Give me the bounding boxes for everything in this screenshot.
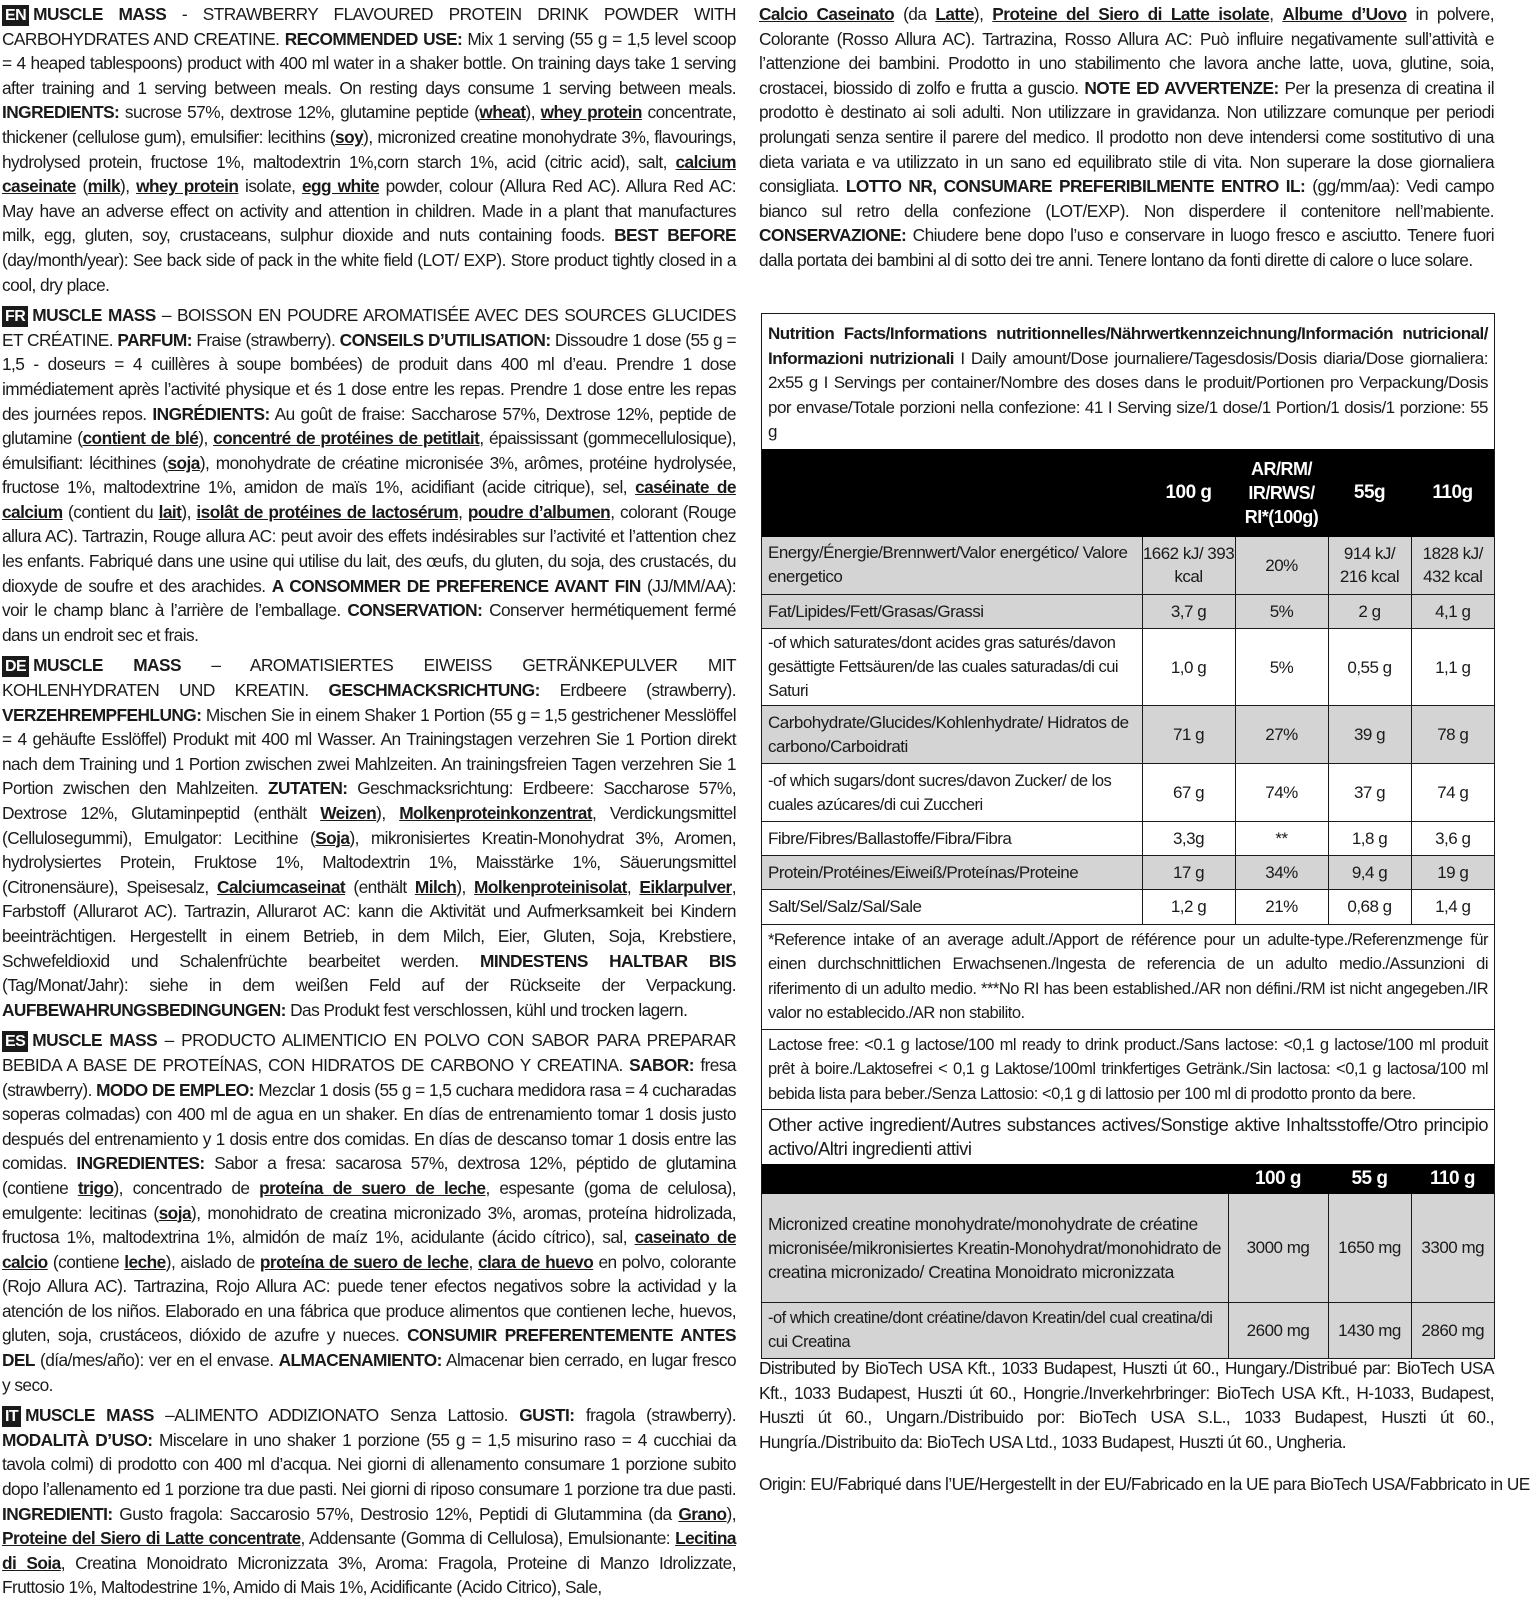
nutrition-facts-table: [761, 313, 1495, 1359]
allergen: whey protein: [136, 176, 239, 197]
lang-badge-fr: FR: [2, 306, 28, 327]
allergen: Molkenproteinkonzentrat: [399, 803, 593, 823]
table-row: Fat/Lipides/Fett/Grasas/Grassi 3,7 g 5% 2 g 4,1 g: [762, 595, 1494, 629]
allergen: poudre d’albumen: [467, 501, 611, 522]
table-row: -of which saturates/dont acides gras saturés/davon gesättigte Fettsäuren/de las cuales saturadas/di cui Saturi 1,0 g 5% 0,55 g 1,1 g: [762, 629, 1494, 706]
col-header: 55g: [1353, 481, 1386, 503]
allergen: caséinate de calcium: [2, 477, 736, 522]
col-header: 110g: [1432, 481, 1473, 503]
allergen: whey protein: [540, 102, 642, 123]
col-header: 55 g: [1328, 1164, 1411, 1194]
right-column: [759, 2, 1494, 278]
nutrition-header-row: [762, 449, 1494, 537]
allergen: Proteine del Siero di Latte concentrate: [2, 1528, 301, 1549]
allergen: Milch: [414, 876, 457, 897]
allergen: Grano: [678, 1503, 727, 1524]
col-header: 110 g: [1411, 1164, 1494, 1194]
allergen: leche: [124, 1251, 166, 1272]
section-it-continued: Calcio Caseinato (da Latte), Proteine del Siero di Latte isolate, Albume d’Uovo in polvere, Colorante (Rosso Allura AC). Tartrazina, Rosso Allura AC: Può influire negativamente sull’attività e l’attenzione dei bambini. Prodotto in uno stabilimento che lavora anche latte, uova, glutine, soia, crostacei, biossido di zolfo e frutta a guscio. NOTE ED AVVERTENZE: Per la presenza di creatina il prodotto è destinato ai soli adulti. Non utilizzare in gravidanza. Non utilizzare comunque per periodi prolungati senza sentire il parere del medico. Il prodotto non deve intendersi come sostitutivo di una dieta variata e va utilizzato in un sano ed equilibrato stile di vita. Non superare la dose giornaliera consigliata. LOTTO NR, CONSUMARE PREFERIBILMENTE ENTRO IL: (gg/mm/aa): Vedi campo bianco sul retro della confezione (LOT/EXP). Non disperdere il contenitore nell’mabiente. CONSERVAZIONE: Chiudere bene dopo l’uso e conservare in luogo fresco e asciutto. Tenere fuori dalla portata dei bambini al di sotto dei tre anni. Tenere lontano da fonti dirette di calore o luce solare.: [759, 4, 1494, 270]
distributor-info: Distributed by BioTech USA Kft., 1033 Budapest, Huszti út 60., Hungary./Distribué par: BioTech USA Kft., 1033 Budapest, Huszti út 60., Hongrie./Inverkehrbringer: BioTech USA Kft., H-1033, Budapest, Huszti út 60., Ungarn./Distribuido por: BioTech USA S.L., 1033 Budapest, Huszti út 60., Hungría./Distribuito da: BioTech USA Ltd., 1033 Budapest, Huszti út 60., Ungheria.: [759, 1358, 1494, 1452]
nutrition-table: [762, 449, 1494, 924]
nutrition-meta: I Daily amount/Dose journaliere/Tagesdosis/Dosis diaria/Dose giornaliera: 2x55 g I Servings per container/Nombre des doses dans le produit/Portionen pro Verpackung/Dosis por envase/Totale porzioni nella confezione: 41 I Serving size/1 dose/1 Portion/1 dosis/1 porzione: 55 g: [768, 348, 1488, 441]
lang-badge-en: EN: [2, 5, 29, 26]
allergen: calcium caseinate: [2, 151, 736, 197]
table-row: -of which creatine/dont créatine/davon Kreatin/del cual creatina/di cui Creatina 2600 mg 1430 mg 2860 mg: [762, 1302, 1494, 1358]
other-header-row: [762, 1164, 1494, 1194]
allergen: Weizen: [320, 803, 377, 823]
table-row: -of which sugars/dont sucres/davon Zucker/ de los cuales azúcares/di cui Zuccheri 67 g 74% 37 g 74 g: [762, 764, 1494, 822]
allergen: Eiklarpulver: [639, 876, 732, 897]
table-row: Carbohydrate/Glucides/Kohlenhydrate/ Hidratos de carbono/Carboidrati 71 g 27% 39 g 78 g: [762, 706, 1494, 764]
allergen: Molkenproteinisolat: [474, 876, 627, 897]
table-row: Energy/Énergie/Brennwert/Valor energético/ Valore energetico 1662 kJ/ 393 kcal 20% 914 kJ/ 216 kcal 1828 kJ/ 432 kcal: [762, 537, 1494, 595]
allergen: Calcio Caseinato: [759, 4, 895, 24]
allergen: caseinato de calcio: [2, 1227, 737, 1272]
allergen: soja: [167, 452, 200, 473]
col-header: 100 g: [1165, 481, 1212, 503]
col-header: [762, 449, 1142, 537]
allergen: Lecitina di Soia: [2, 1528, 736, 1573]
allergen: soja: [158, 1202, 192, 1223]
nutrition-title: Nutrition Facts/Informations nutritionnelles/Nährwertkennzeichnung/Información nutricional/ Informazioni nutrizionali: [768, 324, 1488, 368]
allergen: Calciumcaseinat: [216, 876, 346, 897]
table-row: Micronized creatine monohydrate/monohydrate de créatine micronisée/mikronisiertes Kreatin-Monohydrat/monohidrato de creatina micronizado/ Creatina Monoidrato micronizzata 3000 mg 1650 mg 3300 mg: [762, 1194, 1494, 1302]
section-de: DE MUSCLE MASS – AROMATISIERTES EIWEISS GETRÄNKEPULVER MIT KOHLENHYDRATEN UND KREATIN. GESCHMACKSRICHTUNG: Erdbeere (strawberry). VERZEHREMPFEHLUNG: Mischen Sie in einem Shaker 1 Portion (55 g = 1,5 gestrichener Messlöffel = 4 gehäufte Esslöffel) Produkt mit 400 ml Wasser. An Trainingstagen verzehren Sie 1 Portion direkt nach dem Training und 1 Portion zwischen zwei Mahlzeiten. An trainingsfreien Tagen verzehren Sie 1 Portion zwischen den Mahlzeiten. ZUTATEN: Geschmacksrichtung: Erdbeere: Saccharose 57%, Dextrose 12%, Glutaminpeptid (enthält Weizen), Molkenproteinkonzentrat, Verdickungsmittel (Cellulosegummi), Emulgator: Lecithine (Soja), mikronisiertes Kreatin-Monohydrat 3%, Aromen, hydrolysiertes Protein, Fruktose 1%, Maltodextrin 1%, Maisstärke 1%, Säuerungsmittel (Citronensäure), Speisesalz, Calciumcaseinat (enthält Milch), Molkenproteinisolat, Eiklarpulver, Farbstoff (Allurarot AC). Tartrazin, Allurarot AC: kann die Aktivität und Aufmerksamkeit bei Kindern beeinträchtigen. Hergestellt in einem Betrieb, in dem Milch, Eier, Gluten, Soja, Krebstiere, Schwefeldioxid und Schalenfrüchte bearbeitet werden. MINDESTENS HALTBAR BIS (Tag/Monat/Jahr): siehe in dem weißen Feld auf der Rückseite der Verpackung. AUFBEWAHRUNGSBEDINGUNGEN: Das Produkt fest verschlossen, kühl und trocken lagern.: [2, 655, 736, 1020]
table-row: Protein/Protéines/Eiweiß/Proteínas/Proteine 17 g 34% 9,4 g 19 g: [762, 856, 1494, 890]
allergen: Albume d’Uovo: [1282, 4, 1407, 24]
lang-badge-de: DE: [2, 656, 29, 677]
section-es: ES MUSCLE MASS – PRODUCTO ALIMENTICIO EN POLVO CON SABOR PARA PREPARAR BEBIDA A BASE DE PROTEÍNAS, CON HIDRATOS DE CARBONO Y CREATINA. SABOR: fresa (strawberry). MODO DE EMPLEO: Mezclar 1 dosis (55 g = 1,5 cuchara medidora rasa = 4 cucharadas soperas colmadas) con 400 ml de agua en un shaker. En días de entrenamiento tomar 1 dosis justo después del entrenamiento y 1 dosis entre dos comidas. En días de descanso tomar 1 dosis entre las comidas. INGREDIENTES: Sabor a fresa: sacarosa 57%, dextrosa 12%, péptido de glutamina (contiene trigo), concentrado de proteína de suero de leche, espesante (goma de celulosa), emulgente: lecitinas (soja), monohidrato de creatina micronizado 3%, aromas, proteína hidrolizada, fructosa 1%, maltodextrina 1%, almidón de maíz 1%, acidulante (ácido cítrico), sal, caseinato de calcio (contiene leche), aislado de proteína de suero de leche, clara de huevo en polvo, colorante (Rojo Allura AC). Tartrazina, Rojo Allura AC: puede tener efectos negativos sobre la actividad y la atención de los niños. Elaborado en una fábrica que produce alimentos que contienen leche, huevos, gluten, soja, crustáceos, dióxido de azufre y nueces. CONSUMIR PREFERENTEMENTE ANTES DEL (día/mes/año): ver en el envase. ALMACENAMIENTO: Almacenar bien cerrado, en lugar fresco y seco.: [2, 1030, 737, 1395]
nutrition-header: [762, 314, 1494, 449]
allergen: contient de blé: [82, 428, 199, 449]
section-en: EN MUSCLE MASS - STRAWBERRY FLAVOURED PROTEIN DRINK POWDER WITH CARBOHYDRATES AND CREATINE. RECOMMENDED USE: Mix 1 serving (55 g = 1,5 level scoop = 4 heaped tablespoons) product with 400 ml water in a shaker bottle. On training days take 1 serving after training and 1 serving between meals. On resting days consume 1 serving between meals. INGREDIENTS: sucrose 57%, dextrose 12%, glutamine peptide (wheat), whey protein concentrate, thickener (cellulose gum), emulsifier: lecithins (soy), micronized creatine monohydrate 3%, flavourings, hydrolysed protein, fructose 1%, maltodextrin 1%,corn starch 1%, acid (citric acid), salt, calcium caseinate (milk), whey protein isolate, egg white powder, colour (Allura Red AC). Allura Red AC: May have an adverse effect on activity and attention in children. Made in a plant that manufactures milk, egg, gluten, soy, crustaceans, sulphur dioxide and nuts containing foods. BEST BEFORE (day/month/year): See back side of pack in the white field (LOT/ EXP). Store product tightly closed in a cool, dry place.: [2, 4, 737, 295]
table-row: Salt/Sel/Salz/Sal/Sale 1,2 g 21% 0,68 g 1,4 g: [762, 890, 1494, 924]
allergen: Proteine del Siero di Latte isolate: [992, 4, 1270, 24]
allergen: proteína de suero de leche: [259, 1251, 469, 1272]
left-column: [2, 2, 737, 1598]
col-header: AR/RM/ IR/RWS/ RI*(100g): [1244, 458, 1319, 527]
allergen: trigo: [77, 1177, 114, 1198]
allergen: concentré de protéines de petitlait: [213, 428, 480, 449]
col-header: [762, 1164, 1228, 1194]
allergen: wheat: [479, 102, 526, 123]
allergen: egg white: [301, 176, 380, 197]
allergen: proteína de suero de leche: [259, 1177, 486, 1198]
other-ingredients-table: [762, 1164, 1494, 1358]
allergen: isolât de protéines de lactosérum: [196, 501, 459, 522]
allergen: lait: [158, 501, 182, 522]
reference-footnote: *Reference intake of an average adult./Apport de référence pour un adulte-type./Referenzmenge für einen durchschnittlichen Erwachsenen./Ingesta de referencia de un adulto medio./Assunzioni di riferimento di un adulto medio. ***No RI has been established./AR non défini./RM ist nicht angegeben./IR valor no establecido./AR non stabilito.: [762, 924, 1494, 1029]
allergen: milk: [87, 176, 121, 197]
allergen: Latte: [935, 4, 974, 24]
section-it-start: IT MUSCLE MASS –ALIMENTO ADDIZIONATO Senza Lattosio. GUSTI: fragola (strawberry). MODALITÀ D’USO: Miscelare in uno shaker 1 porzione (55 g = 1,5 misurino raso = 4 cucchiai da tavola colmi) di prodotto con 400 ml d’acqua. Nei giorni di allenamento consumare 1 porzione subito dopo l’allenamento ed 1 porzione tra due pasti. Nei giorni di riposo consumare 1 porzione tra due pasti. INGREDIENTI: Gusto fragola: Saccarosio 57%, Destrosio 12%, Peptidi di Glutammina (da Grano), Proteine del Siero di Latte concentrate, Addensante (Gomma di Cellulosa), Emulsionante: Lecitina di Soia, Creatina Monoidrato Micronizzata 3%, Aroma: Fragola, Proteine di Manzo Idrolizzate, Fruttosio 1%, Maltodestrine 1%, Amido di Mais 1%, Acidificante (Acido Citrico), Sale,: [2, 1405, 736, 1598]
origin-info: Origin: EU/Fabriqué dans l’UE/Hergestellt in der EU/Fabricado en la UE para BioTech USA/Fabbricato in UE: [759, 1474, 1530, 1494]
other-ingredients-title: Other active ingredient/Autres substances actives/Sonstige aktive Inhaltsstoffe/Otro principio activo/Altri ingredienti attivi: [762, 1109, 1494, 1164]
section-fr: FR MUSCLE MASS – BOISSON EN POUDRE AROMATISÉE AVEC DES SOURCES GLUCIDES ET CRÉATINE. PARFUM: Fraise (strawberry). CONSEILS D’UTILISATION: Dissoudre 1 dose (55 g = 1,5 - doseurs = 4 cuillères à soupe bombées) de produit dans 400 ml d’eau. Prendre 1 dose immédiatement après l’activité physique et és 1 dose entre les repas. Prendre 1 dose entre les repas des journées repos. INGRÉDIENTS: Au goût de fraise: Saccharose 57%, Dextrose 12%, peptide de glutamine (contient de blé), concentré de protéines de petitlait, épaississant (gommecellulosique), émulsifiant: lécithines (soja), monohydrate de créatine micronisée 3%, arômes, protéine hydrolysée, fructose 1%, maltodextrine 1%, amidon de maïs 1%, acidifiant (acide citrique), sel, caséinate de calcium (contient du lait), isolât de protéines de lactosérum, poudre d’albumen, colorant (Rouge allura AC). Tartrazin, Rouge allura AC: peut avoir des effets indésirables sur l’activité et l’attention chez les enfants. Fabriqué dans une usine qui utilise du lait, des œufs, du gluten, du soja, des crustacés, du dioxyde de soufre et des arachides. A CONSOMMER DE PREFERENCE AVANT FIN (JJ/MM/AA): voir le champ blanc à l’arrière de l’emballage. CONSERVATION: Conserver hermétiquement fermé dans un endroit sec et frais.: [2, 305, 737, 645]
col-header: 100 g: [1228, 1164, 1328, 1194]
lang-badge-es: ES: [2, 1031, 28, 1052]
allergen: Soja: [315, 827, 350, 848]
lactose-note: Lactose free: <0.1 g lactose/100 ml ready to drink product./Sans lactose: <0,1 g lactose/100 ml produit prêt à boire./Laktosefrei < 0,1 g Laktose/100ml trinkfertiges Getränk./Sin lactosa: <0,1 g lactosa/100 ml bebida lista para beber./Senza Lattosio: <0,1 g di lattosio per 100 ml di prodotto pronto da bere.: [762, 1029, 1494, 1110]
lang-badge-it: IT: [2, 1406, 21, 1427]
allergen: clara de huevo: [477, 1251, 594, 1272]
allergen: soy: [335, 126, 364, 147]
table-row: Fibre/Fibres/Ballastoffe/Fibra/Fibra 3,3g ** 1,8 g 3,6 g: [762, 822, 1494, 856]
